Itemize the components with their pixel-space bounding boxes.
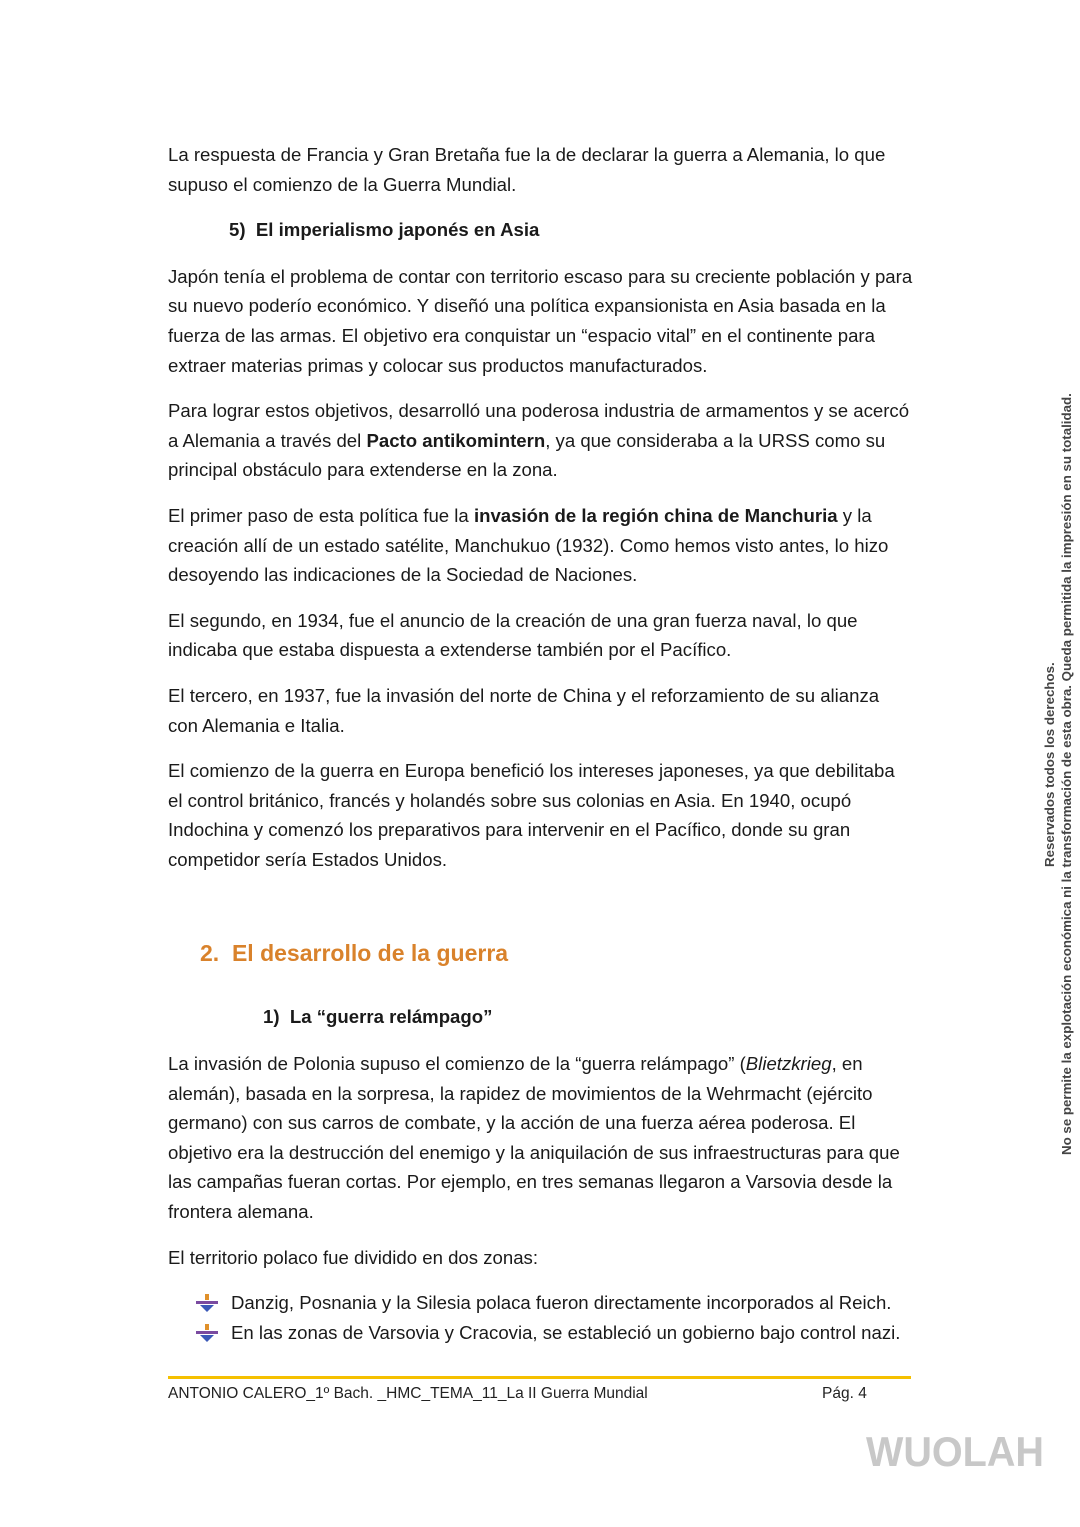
paragraph bbox=[168, 1049, 913, 1227]
section-title: La “guerra relámpago” bbox=[289, 1006, 493, 1028]
list-item bbox=[168, 1318, 913, 1348]
page-content bbox=[168, 140, 913, 1347]
section-number: 5) bbox=[229, 219, 246, 241]
paragraph: La respuesta de Francia y Gran Bretaña fue la de declarar la guerra a Alemania, lo que supuso el comienzo de la Guerra Mundial. bbox=[168, 144, 886, 195]
section-heading bbox=[168, 1002, 913, 1032]
paragraph: El territorio polaco fue dividido en dos zonas: bbox=[168, 1246, 539, 1268]
paragraph: Japón tenía el problema de contar con territorio escaso para su creciente población y para su nuevo poderío económico. Y diseñó una política expansionista en Asia basada en la fuerza de las armas. El objetivo era conquistar un “espacio vital” en el continente para extraer materias primas y colocar sus productos manufacturados. bbox=[168, 265, 913, 376]
arrow-bullet-icon bbox=[196, 1294, 218, 1312]
section-title: El imperialismo japonés en Asia bbox=[255, 219, 540, 241]
list-item bbox=[168, 1288, 913, 1318]
paragraph: El tercero, en 1937, fue la invasión del norte de China y el reforzamiento de su alianza con Alemania e Italia. bbox=[168, 684, 880, 736]
bold-text: invasión de la región china de Manchuria bbox=[473, 504, 838, 526]
paragraph bbox=[168, 501, 913, 590]
copyright-line: Reservados todos los derechos. bbox=[1042, 662, 1057, 867]
copyright-notice bbox=[1041, 355, 1075, 1155]
footer-rule bbox=[168, 1376, 911, 1379]
chapter-heading: 2. El desarrollo de la guerra bbox=[200, 940, 509, 967]
bullet-list bbox=[168, 1288, 913, 1347]
copyright-line: No se permite la explotación económica ni la transformación de esta obra. Queda permitida la impresión en su totalidad. bbox=[1059, 393, 1074, 1155]
list-item-text: En las zonas de Varsovia y Cracovia, se estableció un gobierno bajo control nazi. bbox=[231, 1321, 901, 1343]
wuolah-logo bbox=[866, 1428, 1046, 1474]
text-span: El primer paso de esta política fue la bbox=[168, 504, 474, 526]
paragraph: El comienzo de la guerra en Europa benefició los intereses japoneses, ya que debilitaba el control británico, francés y holandés sobre sus colonias en Asia. En 1940, ocupó Indochina y comenzó los preparativos para intervenir en el Pacífico, donde su gran competidor sería Estados Unidos. bbox=[168, 760, 895, 870]
text-span: , en alemán), basada en la sorpresa, la rapidez de movimientos de la Wehrmacht (ejército germano) con sus carros de combate, y la acción de una fuerza aérea poderosa. El objetivo era la destrucción del enemigo y la aniquilación de sus infraestructuras para que las campañas fueran cortas. Por ejemplo, en tres semanas llegaron a Varsovia desde la frontera alemana. bbox=[168, 1053, 900, 1223]
arrow-bullet-icon bbox=[196, 1324, 218, 1342]
bold-text: Pacto antikomintern bbox=[366, 429, 546, 451]
footer-title: ANTONIO CALERO_1º Bach. _HMC_TEMA_11_La II Guerra Mundial bbox=[168, 1385, 648, 1402]
list-item-text: Danzig, Posnania y la Silesia polaca fueron directamente incorporados al Reich. bbox=[231, 1292, 892, 1314]
text-span: Para lograr estos objetivos, desarrolló una poderosa industria de armamentos y se acercó a Alemania a través del bbox=[168, 400, 910, 451]
text-span: La invasión de Polonia supuso el comienzo de la “guerra relámpago” ( bbox=[168, 1053, 746, 1075]
section-number: 1) bbox=[263, 1006, 280, 1028]
logo-text: WUOLAH bbox=[866, 1428, 1044, 1474]
text-span: , ya que consideraba a la URSS como su principal obstáculo para extenderse en la zona. bbox=[168, 429, 886, 481]
page-number: Pág. 4 bbox=[822, 1385, 867, 1402]
paragraph bbox=[168, 396, 913, 485]
section-heading bbox=[168, 215, 913, 245]
paragraph: El segundo, en 1934, fue el anuncio de la creación de una gran fuerza naval, lo que indicaba que estaba dispuesta a extenderse también por el Pacífico. bbox=[168, 609, 858, 661]
text-span: y la creación allí de un estado satélite, Manchukuo (1932). Como hemos visto antes, lo hizo desoyendo las indicaciones de la Sociedad de Naciones. bbox=[168, 504, 889, 586]
italic-text: Blietzkrieg bbox=[745, 1053, 832, 1075]
